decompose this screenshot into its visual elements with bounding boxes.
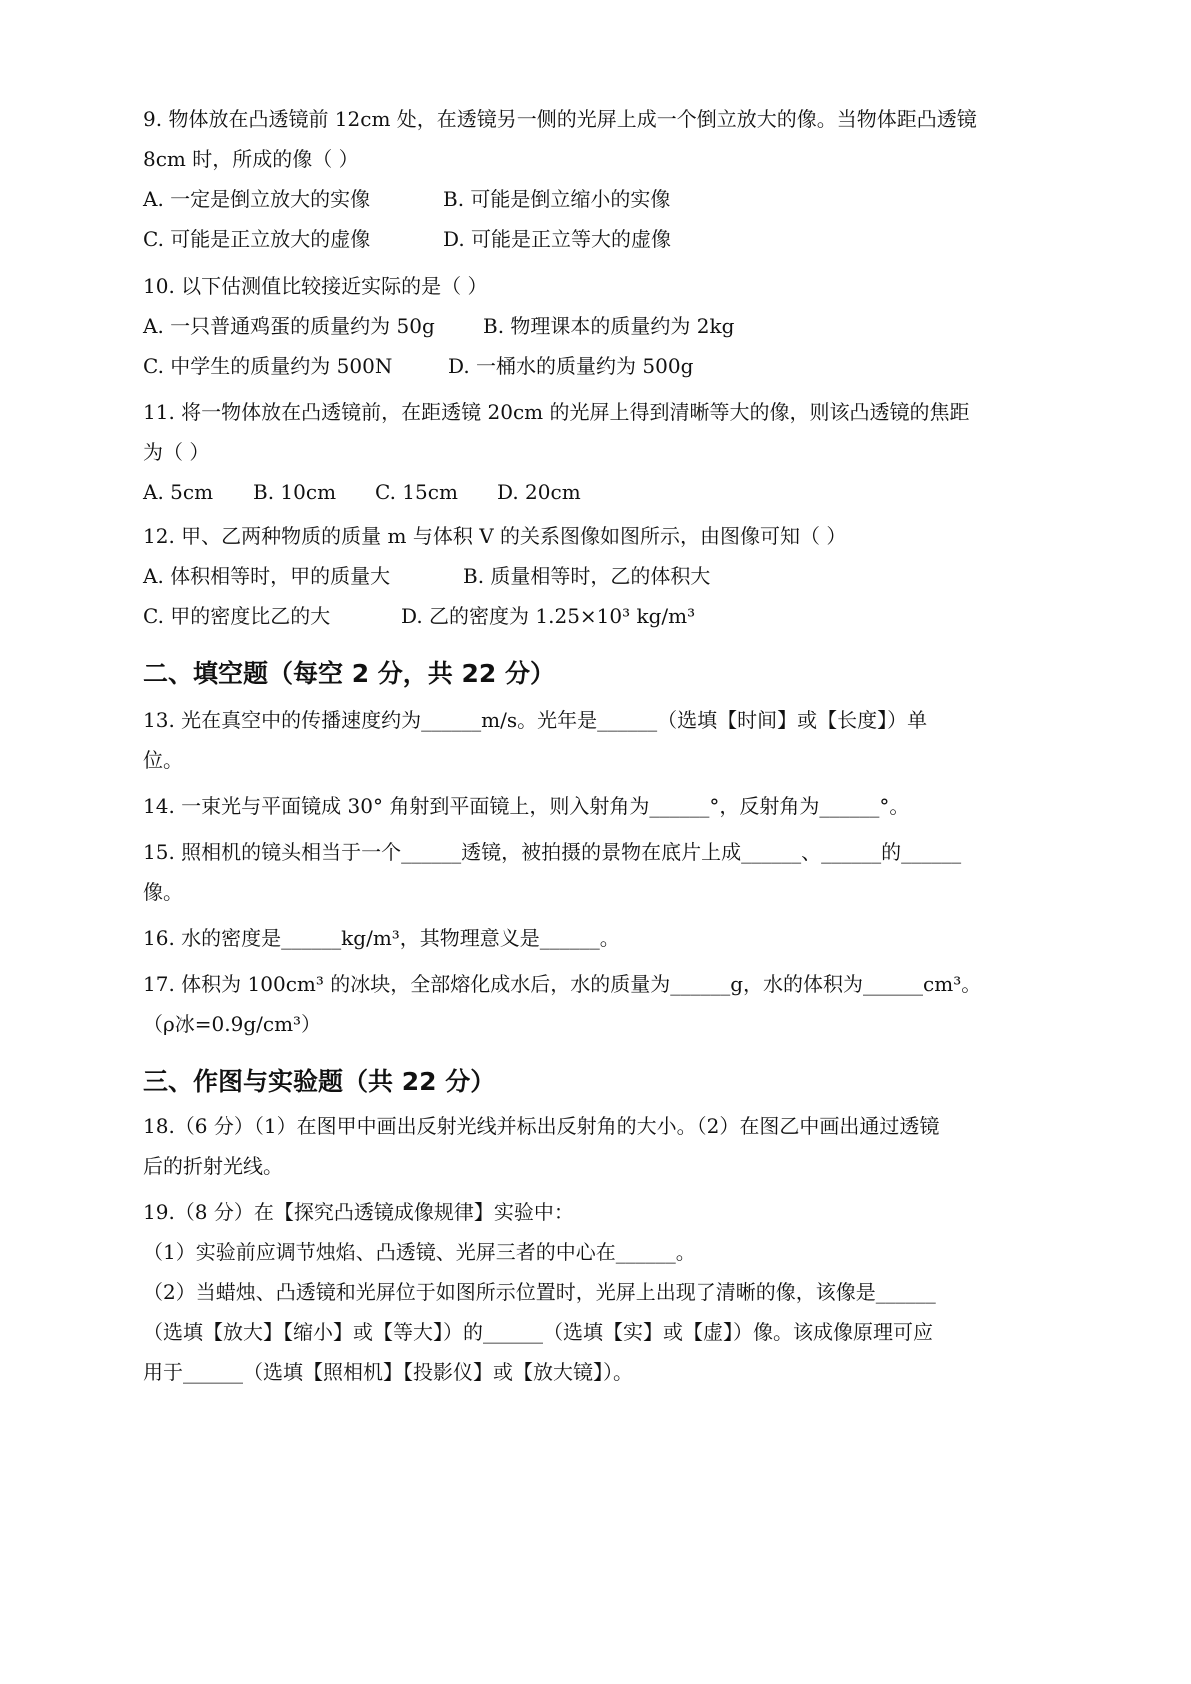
q10-options-row1 (143, 312, 734, 340)
q17-line2: （ρ冰=0.9g/cm³） (143, 1012, 322, 1036)
q14-line1: 14. 一束光与平面镜成 30° 角射到平面镜上，则入射角为______°，反射角为______°。 (143, 794, 910, 818)
q13-line2: 位。 (143, 748, 183, 772)
section2-heading: 二、填空题（每空 2 分，共 22 分） (143, 659, 556, 688)
q12-options-row1 (143, 562, 710, 590)
q9-option-b: B. 可能是倒立缩小的实像 (443, 187, 671, 211)
q19-sub1: （1）实验前应调节烛焰、凸透镜、光屏三者的中心在______。 (143, 1240, 696, 1264)
q10-stem: 10. 以下估测值比较接近实际的是（ ） (143, 274, 488, 298)
q11-option-a: A. 5cm (143, 480, 214, 504)
section3-heading: 三、作图与实验题（共 22 分） (143, 1067, 496, 1096)
q12-options-row2 (143, 602, 695, 630)
q19-sub2-line1: （2）当蜡烛、凸透镜和光屏位于如图所示位置时，光屏上出现了清晰的像，该像是______ (143, 1280, 936, 1304)
q10-option-c: C. 中学生的质量约为 500N (143, 354, 393, 378)
q9-stem-line2: 8cm 时，所成的像（ ） (143, 147, 359, 171)
q17-line1: 17. 体积为 100cm³ 的冰块，全部熔化成水后，水的质量为______g，水的体积为______cm³。 (143, 972, 982, 996)
q9-options-row1 (143, 185, 670, 213)
q11-stem-line1: 11. 将一物体放在凸透镜前，在距透镜 20cm 的光屏上得到清晰等大的像，则该凸透镜的焦距 (143, 400, 970, 424)
q9-option-a: A. 一定是倒立放大的实像 (143, 187, 371, 211)
q15-line1: 15. 照相机的镜头相当于一个______透镜，被拍摄的景物在底片上成______、______的______ (143, 840, 962, 864)
q11-options-row (143, 478, 581, 506)
q12-option-a: A. 体积相等时，甲的质量大 (143, 564, 391, 588)
q19-sub2-line3: 用于______（选填【照相机】【投影仪】或【放大镜】）。 (143, 1360, 633, 1384)
q18-line2: 后的折射光线。 (143, 1154, 283, 1178)
q9-stem-line1: 9. 物体放在凸透镜前 12cm 处，在透镜另一侧的光屏上成一个倒立放大的像。当物体距凸透镜 (143, 107, 977, 131)
q9-option-d: D. 可能是正立等大的虚像 (443, 227, 672, 251)
q10-option-b: B. 物理课本的质量约为 2kg (483, 314, 735, 338)
q19-sub2-line2: （选填【放大】【缩小】或【等大】）的______（选填【实】或【虚】）像。该成像原理可应 (143, 1320, 933, 1344)
q9-option-c: C. 可能是正立放大的虚像 (143, 227, 371, 251)
q19-stem: 19.（8 分）在【探究凸透镜成像规律】实验中： (143, 1200, 574, 1224)
q11-option-c: C. 15cm (375, 480, 458, 504)
q12-option-d: D. 乙的密度为 1.25×10³ kg/m³ (401, 604, 696, 628)
q12-stem: 12. 甲、乙两种物质的质量 m 与体积 V 的关系图像如图所示，由图像可知（ ） (143, 524, 847, 548)
q18-line1: 18.（6 分）（1）在图甲中画出反射光线并标出反射角的大小。（2）在图乙中画出通过透镜 (143, 1114, 940, 1138)
q13-line1: 13. 光在真空中的传播速度约为______m/s。光年是______（选填【时间】或【长度】）单 (143, 708, 928, 732)
q11-stem-line2: 为（ ） (143, 440, 210, 464)
q10-option-a: A. 一只普通鸡蛋的质量约为 50g (143, 314, 435, 338)
q10-options-row2 (143, 352, 693, 380)
q10-option-d: D. 一桶水的质量约为 500g (448, 354, 694, 378)
q9-options-row2 (143, 225, 671, 253)
q12-option-c: C. 甲的密度比乙的大 (143, 604, 331, 628)
q16-line1: 16. 水的密度是______kg/m³，其物理意义是______。 (143, 926, 620, 950)
q15-line2: 像。 (143, 880, 183, 904)
q12-option-b: B. 质量相等时，乙的体积大 (463, 564, 711, 588)
q11-option-b: B. 10cm (253, 480, 337, 504)
q11-option-d: D. 20cm (497, 480, 581, 504)
